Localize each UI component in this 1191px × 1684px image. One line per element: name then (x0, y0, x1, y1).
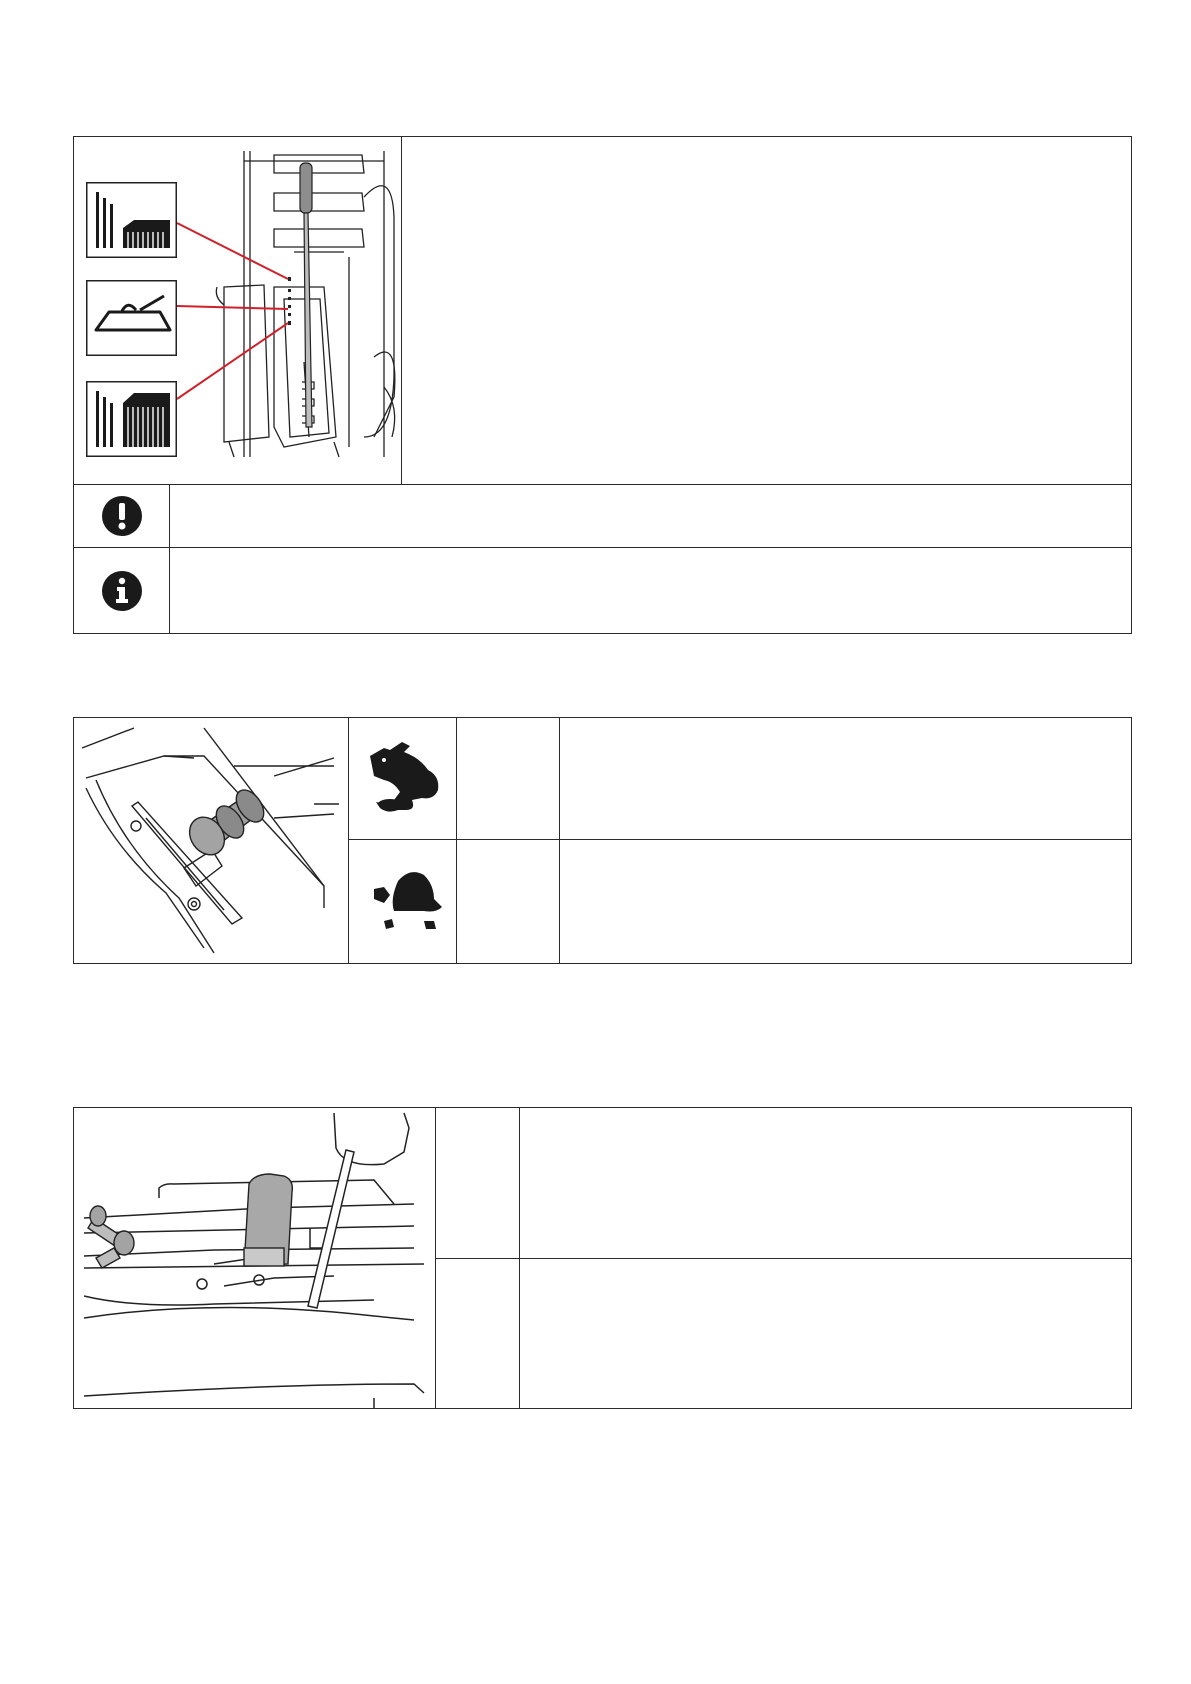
speed-text-slow (561, 841, 1131, 963)
speed-label-slow (458, 841, 559, 963)
pedal-text-2 (521, 1260, 1131, 1408)
low-cutting-height-icon (86, 381, 177, 457)
high-cutting-height-icon (86, 182, 177, 258)
speed-label-fast (458, 718, 559, 839)
pedal-table (73, 1107, 1132, 1409)
speed-table (73, 717, 1132, 964)
pedal-label-2 (437, 1260, 519, 1408)
rabbit-icon (350, 718, 456, 839)
cutting-height-table (73, 136, 1132, 634)
height-adjust-lever-illustration (74, 137, 401, 484)
warning-icon (74, 486, 169, 546)
cutting-deck-icon (86, 280, 177, 356)
pedal-label-1 (437, 1108, 519, 1258)
speed-text-fast (561, 718, 1131, 839)
info-icon (74, 549, 169, 633)
height-description (403, 137, 1131, 484)
info-text (171, 549, 1131, 633)
turtle-icon (350, 841, 456, 963)
pedal-text-1 (521, 1108, 1131, 1258)
speed-lever-illustration (74, 718, 348, 963)
warning-text (171, 486, 1131, 546)
pedal-lever-illustration (74, 1108, 435, 1408)
